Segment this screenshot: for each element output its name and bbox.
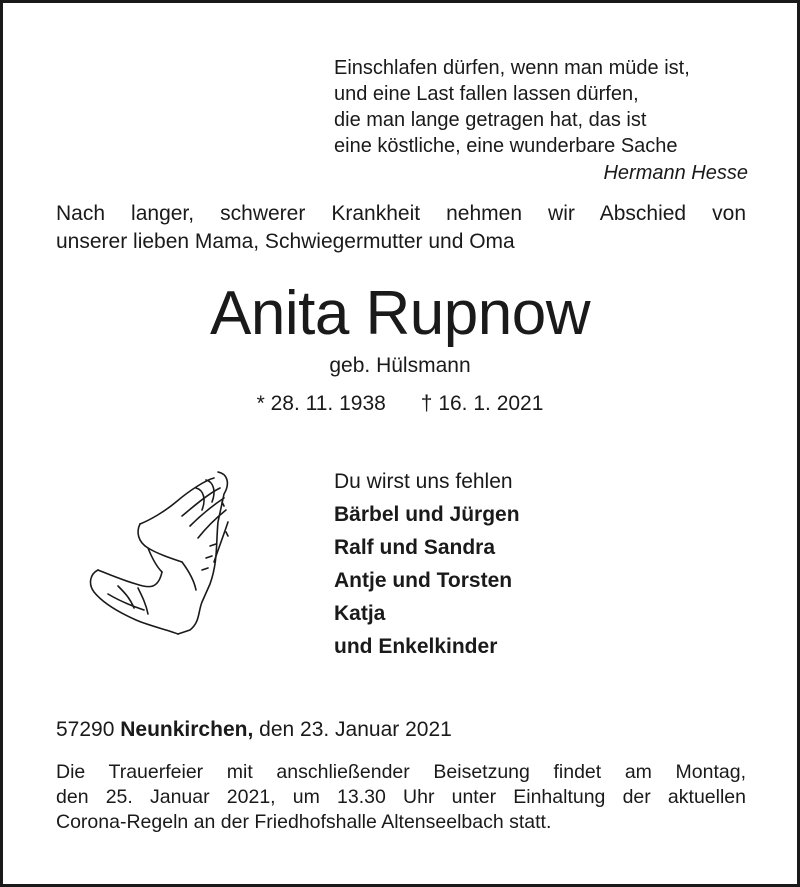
poem-line: Einschlafen dürfen, wenn man müde ist,	[334, 57, 690, 79]
intro-line: unserer lieben Mama, Schwiegermutter und Oma	[56, 230, 515, 253]
poem-line: eine köstliche, eine wunderbare Sache	[334, 135, 678, 157]
deceased-name: Anita Rupnow	[209, 279, 591, 348]
funeral-line: Corona-Regeln an der Friedhofshalle Altenseelbach statt.	[56, 811, 552, 833]
praying-hands-icon	[78, 462, 256, 638]
funeral-line: Die Trauerfeier mit anschließender Beisetzung findet am Montag,	[56, 761, 746, 783]
maiden-name: geb. Hülsmann	[329, 354, 471, 377]
poem-line: die man lange getragen hat, das ist	[334, 109, 647, 131]
family-member: und Enkelkinder	[334, 635, 498, 658]
intro-line: Nach langer, schwerer Krankheit nehmen wir Abschied von	[56, 202, 746, 225]
place-and-date	[56, 716, 452, 744]
notice-date: den 23. Januar 2021	[259, 718, 452, 741]
life-dates: * 28. 11. 1938 † 16. 1. 2021	[256, 392, 544, 415]
family-heading: Du wirst uns fehlen	[334, 470, 513, 493]
family-member: Katja	[334, 602, 386, 625]
funeral-info	[56, 760, 746, 835]
town: Neunkirchen,	[120, 718, 254, 741]
postcode: 57290	[56, 718, 115, 741]
family-member: Antje und Torsten	[334, 569, 513, 592]
intro-text	[56, 200, 746, 256]
poem-author: Hermann Hesse	[603, 162, 748, 184]
family-member: Bärbel und Jürgen	[334, 503, 520, 526]
poem-line: und eine Last fallen lassen dürfen,	[334, 83, 639, 105]
funeral-line: den 25. Januar 2021, um 13.30 Uhr unter Einhaltung der aktuellen	[56, 786, 746, 808]
family-list	[334, 465, 520, 663]
poem-quote	[334, 55, 748, 186]
family-member: Ralf und Sandra	[334, 536, 496, 559]
